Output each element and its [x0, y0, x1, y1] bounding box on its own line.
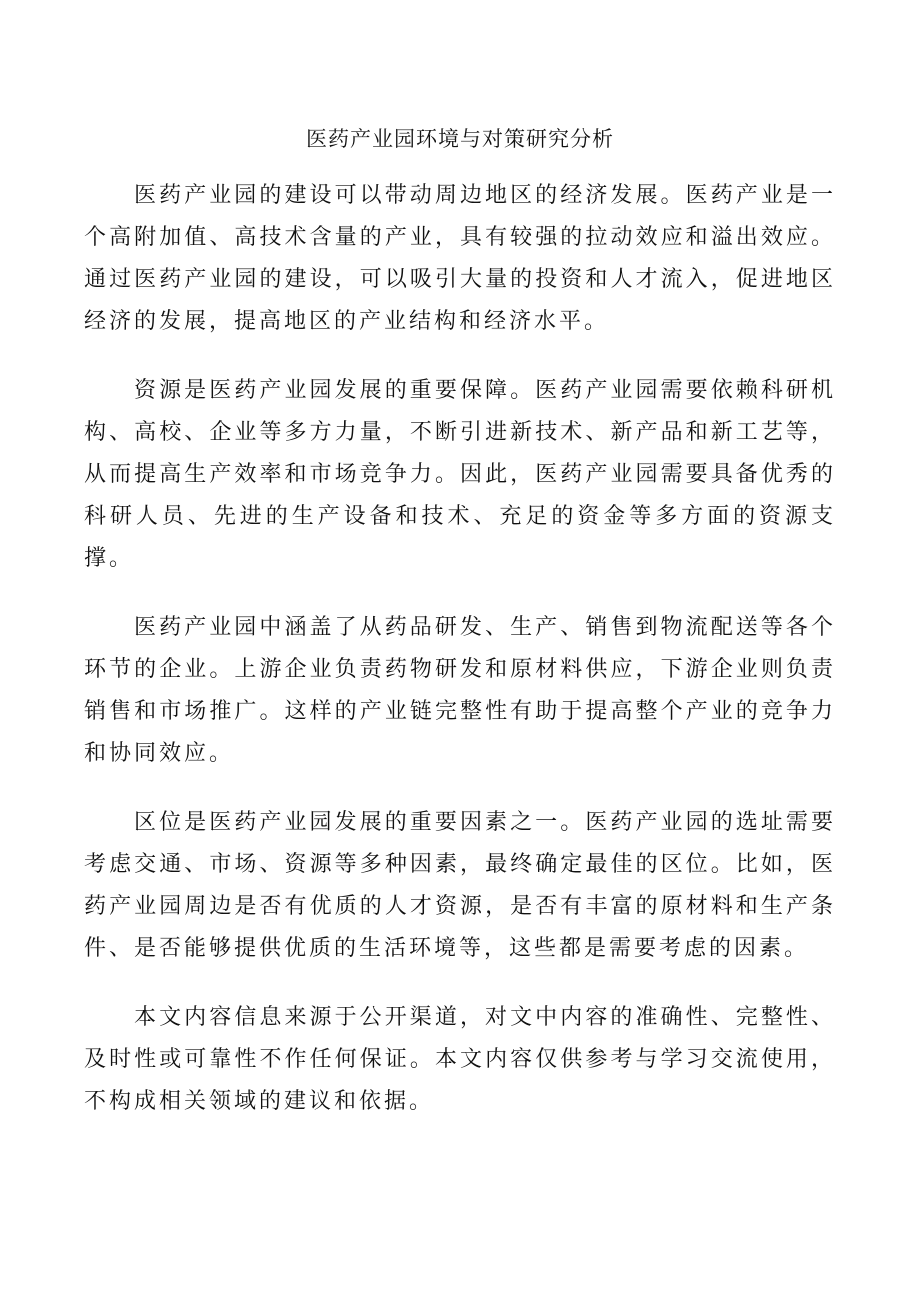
paragraph-location: 区位是医药产业园发展的重要因素之一。医药产业园的选址需要考虑交通、市场、资源等多种因素，最终确定最佳的区位。比如，医药产业园周边是否有优质的人才资源，是否有丰富的原材料和生产条件、是否能够提供优质的生活环境等，这些都是需要考虑的因素。	[84, 810, 836, 961]
paragraph-disclaimer: 本文内容信息来源于公开渠道，对文中内容的准确性、完整性、及时性或可靠性不作任何保证。本文内容仅供参考与学习交流使用，不构成相关领域的建议和依据。	[84, 1005, 836, 1114]
paragraph-industry-chain: 医药产业园中涵盖了从药品研发、生产、销售到物流配送等各个环节的企业。上游企业负责药物研发和原材料供应，下游企业则负责销售和市场推广。这样的产业链完整性有助于提高整个产业的竞争力和协同效应。	[84, 615, 836, 766]
document-title: 医药产业园环境与对策研究分析	[306, 127, 614, 151]
document-body	[84, 175, 836, 1150]
paragraph-economic-impact: 医药产业园的建设可以带动周边地区的经济发展。医药产业是一个高附加值、高技术含量的产业，具有较强的拉动效应和溢出效应。通过医药产业园的建设，可以吸引大量的投资和人才流入，促进地区经济的发展，提高地区的产业结构和经济水平。	[84, 183, 836, 334]
paragraph-resources: 资源是医药产业园发展的重要保障。医药产业园需要依赖科研机构、高校、企业等多方力量，不断引进新技术、新产品和新工艺等，从而提高生产效率和市场竞争力。因此，医药产业园需要具备优秀的科研人员、先进的生产设备和技术、充足的资金等多方面的资源支撑。	[84, 378, 836, 571]
